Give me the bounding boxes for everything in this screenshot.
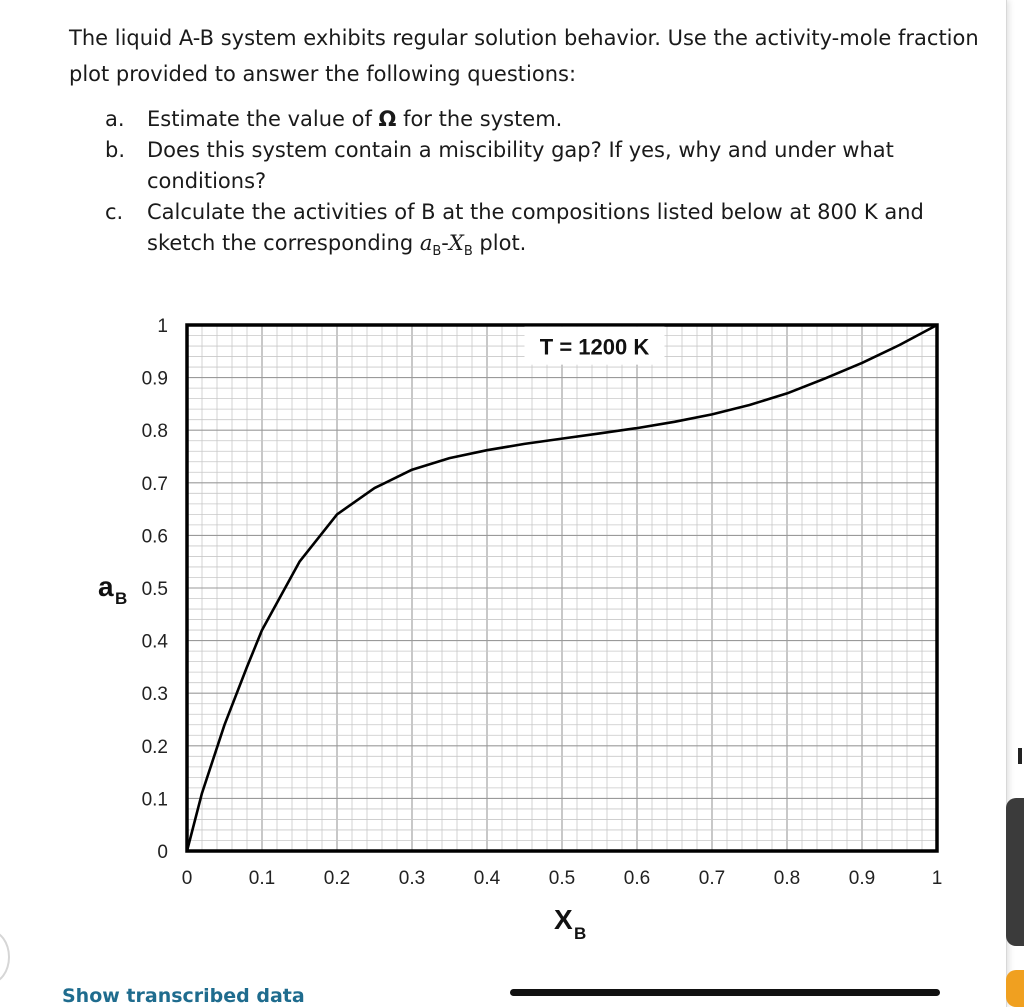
show-transcribed-data-link[interactable]: Show transcribed data	[62, 985, 305, 1007]
x-tick-label: 0	[181, 868, 193, 889]
x-tick-label: 0.2	[323, 868, 351, 889]
item-text: Does this system contain a miscibility gap? If yes, why and under what conditions?	[147, 138, 894, 193]
x-tick-label: 0.6	[623, 868, 651, 889]
question-item-c	[105, 197, 985, 267]
item-label: b.	[105, 138, 126, 162]
activity-chart	[84, 306, 964, 946]
x-tick-label: 0.4	[473, 868, 501, 889]
x-axis-label: X	[554, 904, 573, 935]
y-tick-label: 0.7	[141, 473, 168, 495]
y-tick-label: 0.1	[141, 789, 168, 811]
y-tick-label: 0	[157, 842, 168, 863]
x-tick-label: 0.8	[773, 868, 801, 889]
edge-marker	[1018, 748, 1022, 764]
x-axis-label-subscript: B	[574, 924, 587, 943]
item-text: Estimate the value of	[147, 107, 379, 131]
question-item-a	[105, 104, 985, 135]
adjacent-panel-edge-orange	[1006, 970, 1024, 1007]
omega-symbol: Ω	[378, 107, 397, 131]
adjacent-panel-edge	[1006, 798, 1024, 946]
question-list	[105, 104, 985, 267]
item-text: plot.	[472, 231, 527, 255]
y-tick-label: 0.6	[141, 526, 168, 548]
y-tick-label: 1	[157, 316, 168, 337]
x-tick-label: 1	[931, 868, 943, 889]
y-axis-label-subscript: B	[115, 589, 128, 608]
chart-title: T = 1200 K	[539, 334, 650, 360]
x-tick-label: 0.7	[698, 868, 726, 889]
y-axis-label: a	[98, 571, 114, 602]
y-tick-label: 0.8	[141, 421, 168, 443]
mole-fraction-variable: X	[448, 231, 464, 255]
y-tick-label: 0.4	[141, 631, 168, 653]
x-tick-label: 0.5	[548, 868, 576, 889]
y-tick-label: 0.9	[141, 368, 168, 390]
question-intro: The liquid A-B system exhibits regular solution behavior. Use the activity-mole fraction plot provided to answer the following questions:	[69, 26, 979, 86]
item-text: Calculate the activities of B at the compositions listed below at 800 K and sketch the corresponding	[147, 200, 924, 255]
x-tick-label: 0.3	[398, 868, 426, 889]
mole-fraction-subscript: B	[463, 244, 473, 260]
x-tick-label: 0.9	[848, 868, 876, 889]
y-tick-label: 0.3	[141, 684, 168, 706]
y-tick-label: 0.2	[141, 736, 168, 758]
home-indicator-bar	[510, 989, 940, 996]
item-label: a.	[105, 107, 125, 131]
dash: -	[441, 231, 449, 255]
y-tick-label: 0.5	[141, 579, 168, 600]
activity-subscript: B	[432, 244, 442, 260]
item-text: for the system.	[396, 107, 563, 131]
x-tick-label: 0.1	[248, 868, 276, 889]
question-item-b	[105, 135, 985, 197]
item-label: c.	[105, 200, 124, 224]
activity-variable: a	[419, 231, 433, 255]
